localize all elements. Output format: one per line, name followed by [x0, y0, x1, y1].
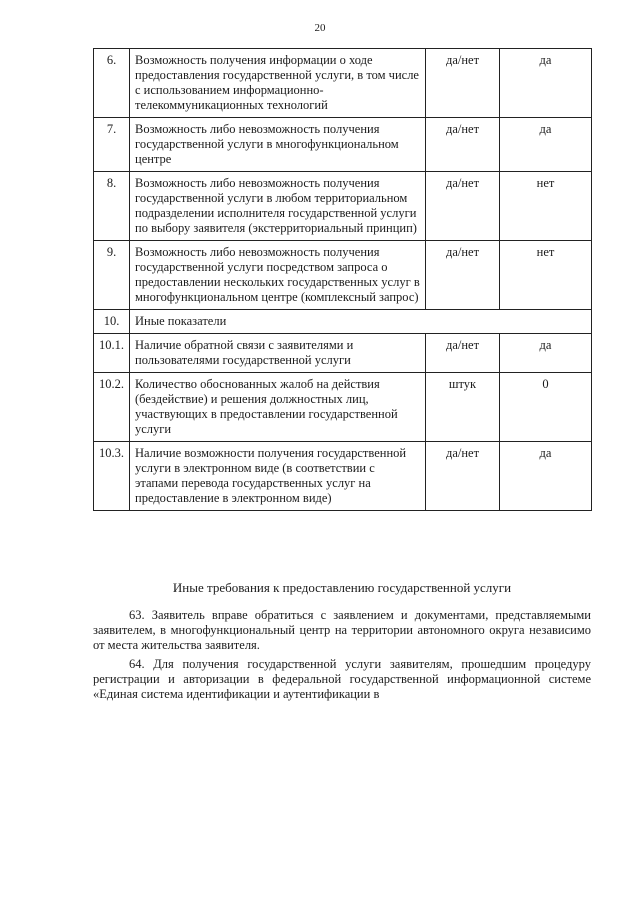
table-row: [94, 49, 592, 118]
row-unit: да/нет: [426, 172, 500, 241]
table-row: [94, 118, 592, 172]
indicators-table-body: [94, 49, 592, 511]
row-value: да: [500, 334, 592, 373]
table-row: [94, 334, 592, 373]
row-section-title: Иные показатели: [130, 310, 592, 334]
row-value: да: [500, 442, 592, 511]
table-row: [94, 442, 592, 511]
paragraph-64: 64. Для получения государственной услуги заявителям, прошедшим процедуру регистрации и авторизации в федеральной государственной информационной системе «Единая система идентификации и аутентификации в: [93, 657, 591, 701]
table-row: [94, 310, 592, 334]
row-description: Возможность либо невозможность получения государственной услуги посредством запроса о предоставлении нескольких государственных услуг в многофункциональном центре (комплексный запрос): [130, 241, 426, 310]
row-unit: штук: [426, 373, 500, 442]
row-unit: да/нет: [426, 334, 500, 373]
row-value: нет: [500, 172, 592, 241]
row-description: Наличие обратной связи с заявителями и пользователями государственной услуги: [130, 334, 426, 373]
row-description: Возможность либо невозможность получения государственной услуги в любом территориальном подразделении исполнителя государственной услуги по выбору заявителя (экстерриториальный принцип): [130, 172, 426, 241]
row-number: 8.: [94, 172, 130, 241]
row-number: 10.2.: [94, 373, 130, 442]
row-description: Возможность либо невозможность получения государственной услуги в многофункциональном центре: [130, 118, 426, 172]
row-unit: да/нет: [426, 241, 500, 310]
table-row: [94, 241, 592, 310]
section-heading: Иные требования к предоставлению государственной услуги: [172, 580, 512, 595]
row-number: 10.1.: [94, 334, 130, 373]
row-description: Наличие возможности получения государственной услуги в электронном виде (в соответствии с этапами перевода государственных услуг на предоставление в электронном виде): [130, 442, 426, 511]
page-number: 20: [314, 22, 326, 34]
row-description: Возможность получения информации о ходе предоставления государственной услуги, в том числе с использованием информационно-телекоммуникационных технологий: [130, 49, 426, 118]
row-number: 7.: [94, 118, 130, 172]
row-value: да: [500, 118, 592, 172]
row-unit: да/нет: [426, 49, 500, 118]
row-number: 6.: [94, 49, 130, 118]
row-value: 0: [500, 373, 592, 442]
row-number: 9.: [94, 241, 130, 310]
indicators-table: [93, 48, 592, 511]
table-row: [94, 172, 592, 241]
body-text: [93, 608, 591, 706]
paragraph-63: 63. Заявитель вправе обратиться с заявлением и документами, представляемыми заявителем, в многофункциональный центр на территории автономного округа независимо от места жительства заявителя.: [93, 608, 591, 652]
table-row: [94, 373, 592, 442]
row-description: Количество обоснованных жалоб на действия (бездействие) и решения должностных лиц, участвующих в предоставлении государственной услуги: [130, 373, 426, 442]
row-number: 10.3.: [94, 442, 130, 511]
row-value: да: [500, 49, 592, 118]
row-unit: да/нет: [426, 118, 500, 172]
row-number: 10.: [94, 310, 130, 334]
row-unit: да/нет: [426, 442, 500, 511]
row-value: нет: [500, 241, 592, 310]
